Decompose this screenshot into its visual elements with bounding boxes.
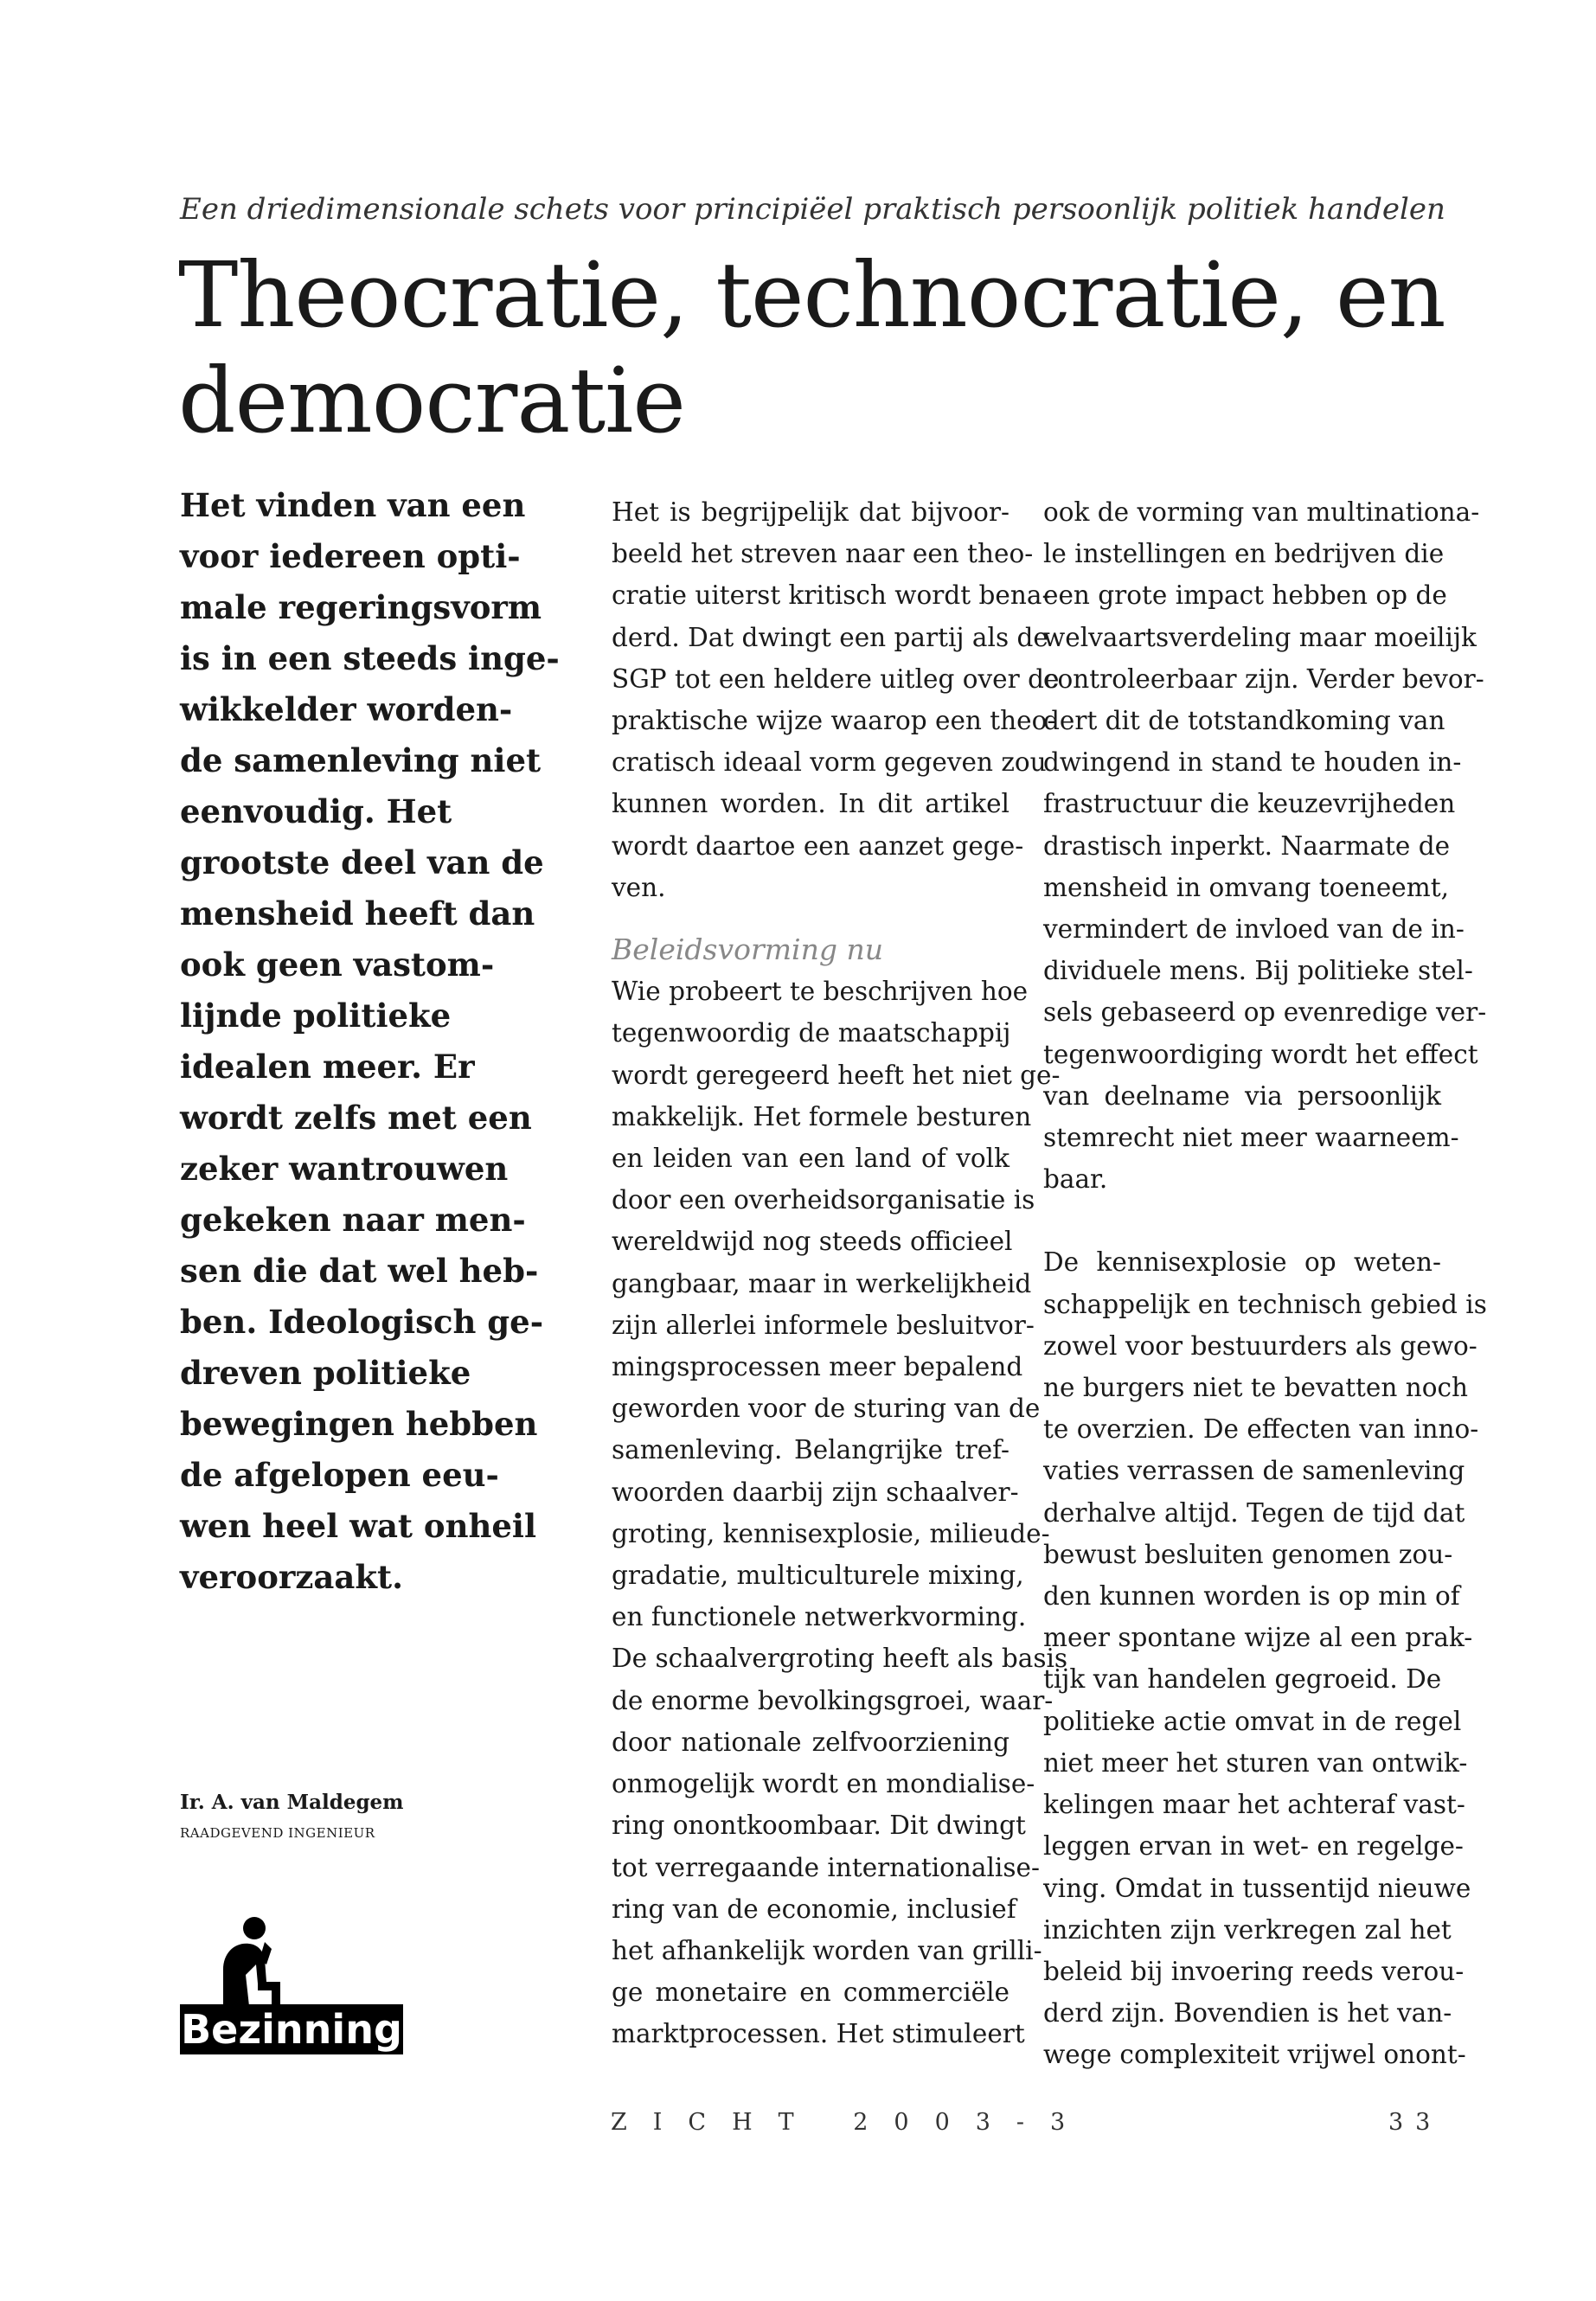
body-text-line: ook de vorming van multinationa- (1043, 497, 1480, 527)
body-text-line: groting, kennisexplosie, milieude- (612, 1518, 1050, 1548)
body-text-line: bewust besluiten genomen zou- (1043, 1539, 1453, 1569)
body-text-line: inzichten zijn verkregen zal het (1043, 1914, 1452, 1945)
lead-line: eenvoudig. Het (180, 792, 452, 830)
lead-line: veroorzaakt. (180, 1558, 403, 1596)
footer-journal: ZICHT 2003-3 (611, 2109, 1092, 2136)
body-text-line: de enorme bevolkingsgroei, waar- (612, 1685, 1054, 1715)
body-text-line: van deelname via persoonlijk (1043, 1080, 1441, 1111)
lead-line: de afgelopen eeu- (180, 1456, 499, 1494)
logo-label: Bezinning (181, 2006, 402, 2053)
author-role: RAADGEVEND INGENIEUR (180, 1825, 375, 1841)
body-text-line: vaties verrassen de samenleving (1043, 1456, 1465, 1486)
body-text-line: ring van de economie, inclusief (612, 1894, 1016, 1924)
title-line-2: democratie (178, 348, 685, 453)
body-text-line: gradatie, multiculturele mixing, (612, 1561, 1024, 1591)
body-text-line: sels gebaseerd op evenredige ver- (1043, 997, 1487, 1028)
thinking-person-icon (197, 1916, 292, 2008)
body-text-line: wereldwijd nog steeds officieel (612, 1227, 1013, 1257)
lead-line: ben. Ideologisch ge- (180, 1303, 544, 1341)
lead-line: is in een steeds inge- (180, 639, 560, 677)
lead-line: wordt zelfs met een (180, 1099, 532, 1137)
body-text-line: dert dit de totstandkoming van (1043, 706, 1445, 736)
lead-line: male regeringsvorm (180, 588, 542, 626)
body-text-line: zowel voor bestuurders als gewo- (1043, 1330, 1477, 1361)
lead-line: de samenleving niet (180, 741, 542, 779)
lead-line: wikkelder worden- (180, 690, 513, 728)
body-text-line: beeld het streven naar een theo- (612, 539, 1034, 569)
body-text-line: ven. (612, 872, 666, 902)
body-text-line: beleid bij invoering reeds verou- (1043, 1956, 1465, 1986)
body-text-line: controleerbaar zijn. Verder bevor- (1043, 663, 1484, 694)
body-text-line: leggen ervan in wet- en regelge- (1043, 1831, 1464, 1862)
body-text-line: schappelijk en technisch gebied is (1043, 1289, 1487, 1319)
lead-line: voor iedereen opti- (180, 537, 521, 575)
body-text-line: frastructuur die keuzevrijheden (1043, 789, 1456, 819)
lead-line: wen heel wat onheil (180, 1507, 537, 1545)
body-text-line: door nationale zelfvoorziening (612, 1727, 1010, 1757)
body-text-line: praktische wijze waarop een theo- (612, 706, 1056, 736)
body-text-line: geworden voor de sturing van de (612, 1394, 1041, 1424)
body-text-line: het afhankelijk worden van grilli- (612, 1935, 1042, 1965)
body-text-line: stemrecht niet meer waarneem- (1043, 1123, 1459, 1153)
author-name: Ir. A. van Maldegem (180, 1791, 404, 1814)
lead-line: sen die dat wel heb- (180, 1252, 539, 1290)
body-text-line: le instellingen en bedrijven die (1043, 539, 1445, 569)
lead-line: ook geen vastom- (180, 945, 495, 984)
body-text-line: tegenwoordiging wordt het effect (1043, 1039, 1478, 1069)
body-text-line: ge monetaire en commerciële (612, 1977, 1010, 2008)
body-text-line: samenleving. Belangrijke tref- (612, 1435, 1010, 1465)
body-text-line: ving. Omdat in tussentijd nieuwe (1043, 1873, 1471, 1903)
body-text-line: mensheid in omvang toeneemt, (1043, 872, 1449, 902)
body-text-line: meer spontane wijze al een prak- (1043, 1623, 1473, 1653)
body-text-line: niet meer het sturen van ontwik- (1043, 1747, 1468, 1778)
body-text-line: door een overheidsorganisatie is (612, 1185, 1035, 1215)
lead-line: lijnde politieke (180, 997, 452, 1035)
body-text-line: wege complexiteit vrijwel onont- (1043, 2040, 1466, 2070)
body-text-line: derd zijn. Bovendien is het van- (1043, 1998, 1452, 2029)
body-text-line: gangbaar, maar in werkelijkheid (612, 1268, 1032, 1298)
body-text-line: kelingen maar het achteraf vast- (1043, 1790, 1465, 1820)
body-text-line: mingsprocessen meer bepalend (612, 1352, 1023, 1382)
body-text-line: De schaalvergroting heeft als basis (612, 1644, 1068, 1674)
body-text-line: welvaartsverdeling maar moeilijk (1043, 622, 1477, 652)
lead-line: dreven politieke (180, 1354, 471, 1392)
body-text-line: en leiden van een land of volk (612, 1144, 1010, 1174)
body-text-line: marktprocessen. Het stimuleert (612, 2019, 1025, 2049)
body-text-line: tot verregaande internationalise- (612, 1852, 1040, 1882)
lead-paragraph (180, 480, 560, 1603)
body-text-line: drastisch inperkt. Naarmate de (1043, 830, 1451, 861)
lead-line: gekeken naar men- (180, 1201, 526, 1239)
body-text-line: cratie uiterst kritisch wordt bena- (612, 580, 1051, 611)
body-text-line: dwingend in stand te houden in- (1043, 747, 1462, 778)
body-text-line: De kennisexplosie op weten- (1043, 1247, 1441, 1278)
lead-line: mensheid heeft dan (180, 894, 535, 933)
body-text-line: Wie probeert te beschrijven hoe (612, 977, 1029, 1007)
body-text-line: den kunnen worden is op min of (1043, 1581, 1460, 1612)
body-text-line: derhalve altijd. Tegen de tijd dat (1043, 1497, 1465, 1528)
body-text-line: baar. (1043, 1164, 1108, 1195)
body-text-line: makkelijk. Het formele besturen (612, 1101, 1032, 1131)
body-text-line: SGP tot een heldere uitleg over de (612, 663, 1060, 694)
column-3 (1043, 491, 1487, 2076)
body-text-line: dividuele mens. Bij politieke stel- (1043, 956, 1473, 986)
footer-page-number: 33 (1388, 2109, 1443, 2136)
body-text-line: een grote impact hebben op de (1043, 580, 1447, 611)
body-text-line: en functionele netwerkvorming. (612, 1602, 1027, 1632)
body-text-line: derd. Dat dwingt een partij als de (612, 622, 1048, 652)
body-text-line: woorden daarbij zijn schaalver- (612, 1477, 1019, 1507)
body-text-line: cratisch ideaal vorm gegeven zou (612, 747, 1047, 778)
lead-line: idealen meer. Er (180, 1048, 475, 1086)
lead-line: zeker wantrouwen (180, 1150, 509, 1188)
body-text-line: wordt daartoe een aanzet gege- (612, 830, 1024, 861)
body-text-line: politieke actie omvat in de regel (1043, 1706, 1462, 1736)
lead-line: grootste deel van de (180, 843, 544, 881)
body-text-line: wordt geregeerd heeft het niet ge- (612, 1060, 1061, 1090)
column-2 (612, 491, 1068, 2055)
section-heading: Beleidsvorming nu (612, 933, 883, 967)
body-text-line: tijk van handelen gegroeid. De (1043, 1664, 1442, 1695)
bezinning-logo (180, 1916, 403, 2054)
body-text-line: vermindert de invloed van de in- (1043, 914, 1465, 945)
title-line-1: Theocratie, technocratie, en (178, 242, 1445, 348)
lead-line: Het vinden van een (180, 486, 526, 524)
body-text-line: tegenwoordig de maatschappij (612, 1018, 1011, 1048)
article-subtitle: Een driedimensionale schets voor principiëel praktisch persoonlijk politiek handelen (180, 192, 1445, 227)
lead-line: bewegingen hebben (180, 1405, 538, 1443)
body-text-line: ring onontkoombaar. Dit dwingt (612, 1811, 1026, 1841)
body-text-line: zijn allerlei informele besluitvor- (612, 1310, 1035, 1340)
body-text-line: kunnen worden. In dit artikel (612, 789, 1010, 819)
article-title (178, 242, 1476, 453)
body-text-line: te overzien. De effecten van inno- (1043, 1414, 1479, 1445)
body-text-line: onmogelijk wordt en mondialise- (612, 1769, 1035, 1799)
body-text-line: ne burgers niet te bevatten noch (1043, 1373, 1469, 1403)
body-text-line: Het is begrijpelijk dat bijvoor- (612, 497, 1010, 527)
